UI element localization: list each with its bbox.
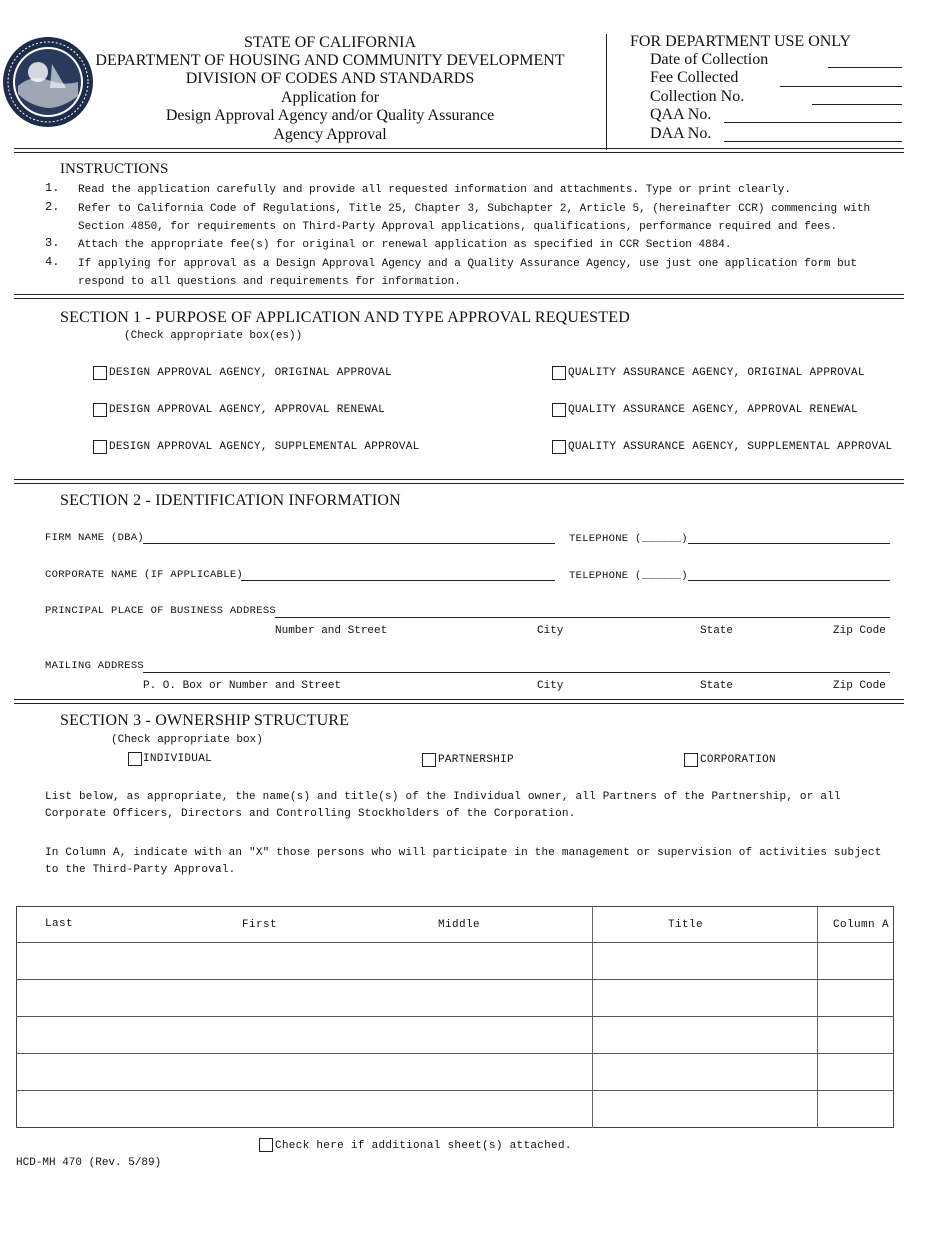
header-divider xyxy=(606,34,607,150)
corporate-telephone-field[interactable] xyxy=(688,580,890,581)
form-title-line-1: Application for xyxy=(280,89,380,106)
checkbox-label: DESIGN APPROVAL AGENCY, APPROVAL RENEWAL xyxy=(109,404,386,416)
date-of-collection-label: Date of Collection xyxy=(650,51,769,68)
fee-collected-field[interactable] xyxy=(780,86,902,87)
collection-no-field[interactable] xyxy=(812,104,902,105)
sublabel-city: City xyxy=(537,680,564,692)
sublabel-number-street: Number and Street xyxy=(275,625,388,637)
sublabel-state: State xyxy=(700,680,734,692)
section-3-note: (Check appropriate box) xyxy=(111,734,263,746)
checkbox-label: QUALITY ASSURANCE AGENCY, SUPPLEMENTAL APPROVAL xyxy=(568,441,893,453)
instruction-number: 3. xyxy=(45,236,60,250)
section-separator xyxy=(14,699,904,704)
checkbox-partnership[interactable] xyxy=(422,753,436,767)
table-row[interactable] xyxy=(16,1090,894,1091)
mailing-address-field[interactable] xyxy=(143,672,890,673)
instruction-text: Refer to California Code of Regulations, Title 25, Chapter 3, Subchapter 2, Article 5, (hereinafter CCR) commencing with xyxy=(78,203,871,215)
fee-collected-label: Fee Collected xyxy=(650,69,739,86)
corporate-name-label: CORPORATE NAME (IF APPLICABLE) xyxy=(45,569,244,581)
qaa-no-field[interactable] xyxy=(724,122,902,123)
checkbox-label: QUALITY ASSURANCE AGENCY, APPROVAL RENEWAL xyxy=(568,404,858,416)
sublabel-city: City xyxy=(537,625,564,637)
form-title-line-2: Design Approval Agency and/or Quality Assurance xyxy=(165,107,495,124)
form-id: HCD-MH 470 (Rev. 5/89) xyxy=(16,1157,162,1169)
daa-no-label: DAA No. xyxy=(650,125,712,142)
checkbox-qaa-original[interactable] xyxy=(552,366,566,380)
ownership-table xyxy=(16,906,894,1128)
column-a-instructions: In Column A, indicate with an "X" those persons who will participate in the management or supervision of activities subject to the Third-Party Approval. xyxy=(45,847,882,876)
header-last: Last xyxy=(45,918,74,930)
checkbox-qaa-renewal[interactable] xyxy=(552,403,566,417)
date-of-collection-field[interactable] xyxy=(828,67,902,68)
checkbox-label: QUALITY ASSURANCE AGENCY, ORIGINAL APPROVAL xyxy=(568,367,865,379)
telephone-label: TELEPHONE (______) xyxy=(569,533,688,545)
checkbox-individual[interactable] xyxy=(128,752,142,766)
header-separator xyxy=(14,148,904,153)
state-name: STATE OF CALIFORNIA xyxy=(243,34,417,51)
principal-address-field[interactable] xyxy=(275,617,890,618)
instruction-number: 2. xyxy=(45,200,60,214)
table-row[interactable] xyxy=(16,1016,894,1017)
collection-no-label: Collection No. xyxy=(650,88,745,105)
section-separator xyxy=(14,479,904,484)
telephone-label: TELEPHONE (______) xyxy=(569,570,688,582)
division-name: DIVISION OF CODES AND STANDARDS xyxy=(185,70,475,87)
checkbox-qaa-supplemental[interactable] xyxy=(552,440,566,454)
table-row[interactable] xyxy=(16,942,894,943)
instructions-title: INSTRUCTIONS xyxy=(60,161,169,177)
checkbox-label: PARTNERSHIP xyxy=(438,754,514,766)
daa-no-field[interactable] xyxy=(724,141,902,142)
section-1-note: (Check appropriate box(es)) xyxy=(124,330,303,342)
checkbox-daa-renewal[interactable] xyxy=(93,403,107,417)
sublabel-state: State xyxy=(700,625,734,637)
checkbox-additional-sheets[interactable] xyxy=(259,1138,273,1152)
qaa-no-label: QAA No. xyxy=(650,106,712,123)
additional-sheets-label: Check here if additional sheet(s) attached. xyxy=(275,1140,572,1152)
instruction-text: Read the application carefully and provide all requested information and attachments. Type or print clearly. xyxy=(78,184,791,196)
instruction-text: If applying for approval as a Design Approval Agency and a Quality Assurance Agency, use just one application form but xyxy=(78,258,857,270)
section-1-title: SECTION 1 - PURPOSE OF APPLICATION AND TYPE APPROVAL REQUESTED xyxy=(60,309,630,326)
header-first: First xyxy=(242,919,278,931)
form-title-line-3: Agency Approval xyxy=(273,126,387,143)
ownership-instructions: List below, as appropriate, the name(s) and title(s) of the Individual owner, all Partners of the Partnership, or all Corporate Officers, Directors and Controlling Stockholders of the Corporation. xyxy=(45,791,841,820)
sublabel-zip: Zip Code xyxy=(833,625,886,637)
table-row[interactable] xyxy=(16,979,894,980)
table-row[interactable] xyxy=(16,1053,894,1054)
principal-address-label: PRINCIPAL PLACE OF BUSINESS ADDRESS xyxy=(45,605,277,617)
section-2-title: SECTION 2 - IDENTIFICATION INFORMATION xyxy=(60,492,401,509)
checkbox-label: CORPORATION xyxy=(700,754,776,766)
instruction-number: 4. xyxy=(45,255,60,269)
header-title: Title xyxy=(668,919,704,931)
corporate-name-field[interactable] xyxy=(241,580,555,581)
mailing-address-label: MAILING ADDRESS xyxy=(45,660,145,672)
firm-telephone-field[interactable] xyxy=(688,543,890,544)
section-separator xyxy=(14,294,904,299)
firm-name-field[interactable] xyxy=(143,543,555,544)
sublabel-zip: Zip Code xyxy=(833,680,886,692)
header-middle: Middle xyxy=(438,919,481,931)
instruction-number: 1. xyxy=(45,181,60,195)
checkbox-daa-supplemental[interactable] xyxy=(93,440,107,454)
section-3-title: SECTION 3 - OWNERSHIP STRUCTURE xyxy=(60,712,350,729)
table-column-divider xyxy=(592,906,593,1128)
sublabel-po-box: P. O. Box or Number and Street xyxy=(143,680,342,692)
instruction-text: Section 4850, for requirements on Third-Party Approval applications, qualifications, performance required and fees. xyxy=(78,221,838,233)
department-use-title: FOR DEPARTMENT USE ONLY xyxy=(630,33,852,50)
header-column-a: Column A xyxy=(833,919,890,931)
instruction-text: respond to all questions and requirements for information. xyxy=(78,276,461,288)
department-name: DEPARTMENT OF HOUSING AND COMMUNITY DEVELOPMENT xyxy=(95,52,565,69)
firm-name-label: FIRM NAME (DBA) xyxy=(45,532,145,544)
instruction-text: Attach the appropriate fee(s) for original or renewal application as specified in CCR Section 4884. xyxy=(78,239,732,251)
checkbox-label: INDIVIDUAL xyxy=(143,753,213,765)
checkbox-label: DESIGN APPROVAL AGENCY, ORIGINAL APPROVAL xyxy=(109,367,392,379)
checkbox-daa-original[interactable] xyxy=(93,366,107,380)
checkbox-corporation[interactable] xyxy=(684,753,698,767)
checkbox-label: DESIGN APPROVAL AGENCY, SUPPLEMENTAL APPROVAL xyxy=(109,441,420,453)
table-column-divider xyxy=(817,906,818,1128)
